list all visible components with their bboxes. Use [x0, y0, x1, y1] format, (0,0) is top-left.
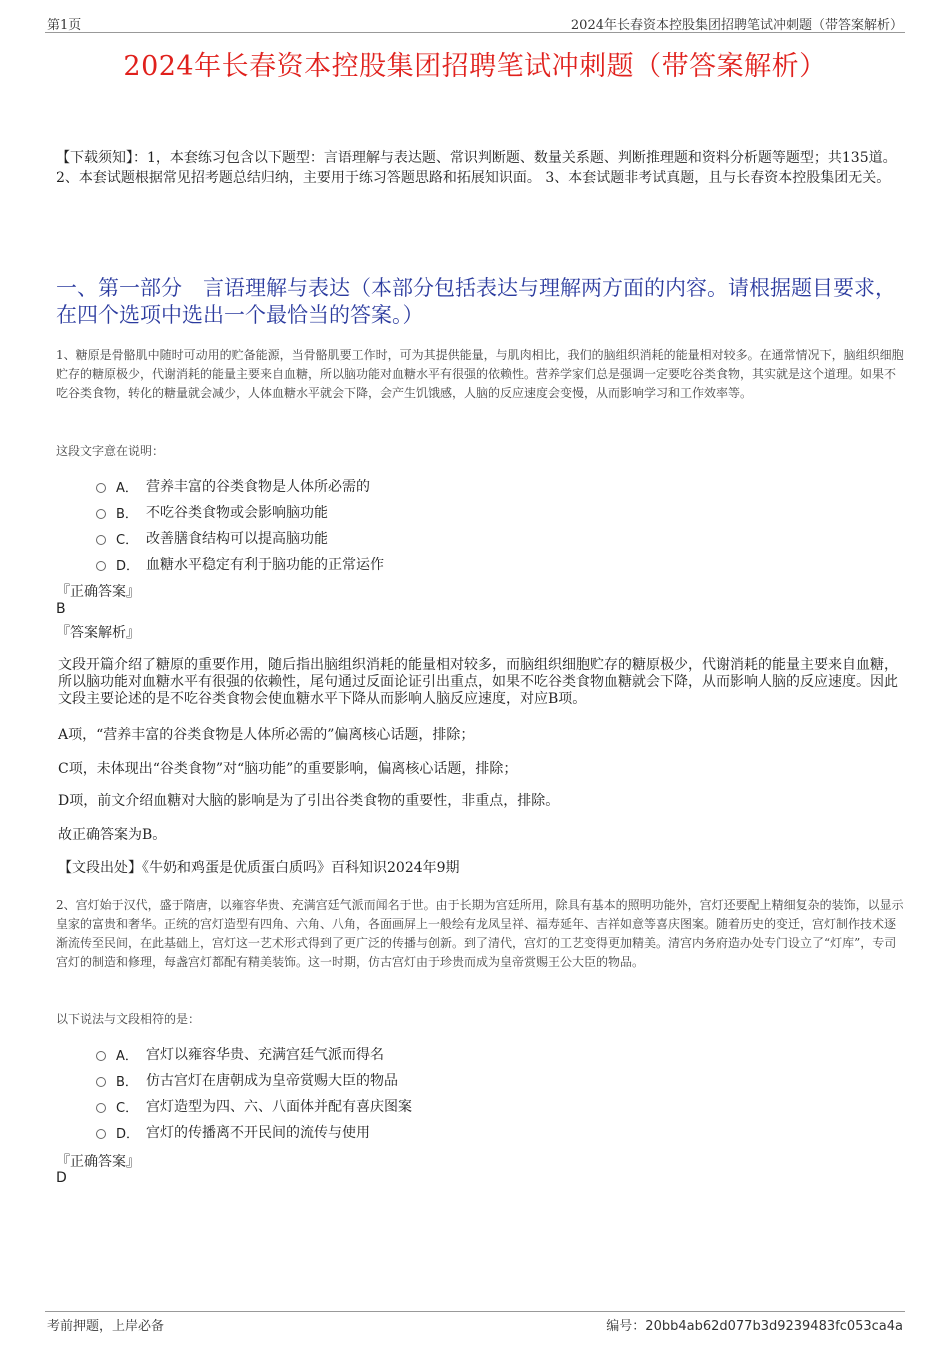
question-2-option-d[interactable]: D． 宫灯的传播离不开民间的流传与使用: [96, 1119, 876, 1145]
page-number: 第1页: [47, 18, 82, 33]
question-1-option-d[interactable]: D． 血糖水平稳定有利于脑功能的正常运作: [96, 551, 876, 577]
section-heading: 一、第一部分 言语理解与表达（本部分包括表达与理解两方面的内容。请根据题目要求，在四个选项中选出一个最恰当的答案。）: [56, 276, 896, 327]
footer-slogan: 考前押题，上岸必备: [47, 1319, 165, 1334]
header-doc-title: 2024年长春资本控股集团招聘笔试冲刺题（带答案解析）: [570, 18, 903, 33]
question-1-analysis-p4: D项，前文介绍血糖对大脑的影响是为了引出谷类食物的重要性，非重点，排除。: [58, 793, 560, 809]
question-1-option-a[interactable]: A． 营养丰富的谷类食物是人体所必需的: [96, 473, 876, 499]
question-1-source: 【文段出处】《牛奶和鸡蛋是优质蛋白质吗》百科知识2024年9期: [58, 860, 460, 876]
radio-icon[interactable]: [96, 1129, 106, 1139]
question-2-answer: D: [56, 1170, 67, 1186]
question-2-option-a[interactable]: A． 宫灯以雍容华贵、充满宫廷气派而得名: [96, 1041, 876, 1067]
question-1-option-c[interactable]: C． 改善膳食结构可以提高脑功能: [96, 525, 876, 551]
radio-icon[interactable]: [96, 535, 106, 545]
radio-icon[interactable]: [96, 1051, 106, 1061]
radio-icon[interactable]: [96, 561, 106, 571]
radio-icon[interactable]: [96, 1077, 106, 1087]
radio-icon[interactable]: [96, 509, 106, 519]
radio-icon[interactable]: [96, 1103, 106, 1113]
question-1-options: [96, 473, 876, 577]
download-notice: 【下载须知】：1，本套练习包含以下题型：言语理解与表达题、常识判断题、数量关系题、判断推理题和资料分析题等题型；共135道。 2、本套试题根据常见招考题总结归纳，主要用于练习答题思路和拓展知识面。 3、本套试题非考试真题，且与长春资本控股集团无关。: [56, 150, 897, 186]
radio-icon[interactable]: [96, 483, 106, 493]
question-1-prompt: 这段文字意在说明：: [56, 444, 165, 458]
footer-code: 20bb4ab62d077b3d9239483fc053ca4a: [645, 1319, 903, 1334]
question-1-analysis-label: 『答案解析』: [56, 625, 140, 641]
question-2-options: [96, 1041, 876, 1145]
document-title: 2024年长春资本控股集团招聘笔试冲刺题（带答案解析）: [123, 51, 827, 82]
question-1-analysis-p2: A项，“营养丰富的谷类食物是人体所必需的”偏离核心话题，排除；: [58, 727, 475, 743]
footer-code-label: 编号：: [606, 1319, 646, 1334]
question-1-answer: B: [56, 601, 66, 617]
question-1-analysis-p1: 文段开篇介绍了糖原的重要作用，随后指出脑组织消耗的能量相对较多，而脑组织细胞贮存的糖原极少，代谢消耗的能量主要来自血糖，所以脑功能对血糖水平有很强的依赖性，尾句通过反面论证引出重点，如果不吃谷类食物血糖就会下降，从而影响人脑的反应速度。因此文段主要论述的是不吃谷类食物会使血糖水平下降从而影响人脑反应速度，对应B项。: [58, 657, 898, 707]
page-header: [45, 12, 905, 33]
page-footer: [45, 1311, 905, 1334]
question-2-option-c[interactable]: C． 宫灯造型为四、六、八面体并配有喜庆图案: [96, 1093, 876, 1119]
question-1-analysis-p3: C项，未体现出“谷类食物”对“脑功能”的重要影响，偏离核心话题，排除；: [58, 761, 518, 777]
question-2-text: 2、宫灯始于汉代，盛于隋唐，以雍容华贵、充满宫廷气派而闻名于世。由于长期为宫廷所用，除具有基本的照明功能外，宫灯还要配上精细复杂的装饰，以显示皇家的富贵和奢华。正统的宫灯造型有四角、六角、八角，各面画屏上一般绘有龙凤呈祥、福寿延年、吉祥如意等喜庆图案。随着历史的变迁，宫灯制作技术逐渐流传至民间，在此基础上，宫灯这一艺术形式得到了更广泛的传播与创新。到了清代，宫灯的工艺变得更加精美。清宫内务府造办处专门设立了“灯库”，专司宫灯的制造和修理，每盏宫灯都配有精美装饰。这一时期，仿古宫灯由于珍贵而成为皇帝赏赐王公大臣的物品。: [56, 898, 904, 969]
footer-code-block: [606, 1315, 903, 1334]
question-2-answer-label: 『正确答案』: [56, 1154, 140, 1170]
question-1-analysis-p5: 故正确答案为B。: [58, 827, 167, 843]
question-2-option-b[interactable]: B． 仿古宫灯在唐朝成为皇帝赏赐大臣的物品: [96, 1067, 876, 1093]
question-1-option-b[interactable]: B． 不吃谷类食物或会影响脑功能: [96, 499, 876, 525]
question-1-answer-label: 『正确答案』: [56, 584, 140, 600]
question-1-text: 1、糖原是骨骼肌中随时可动用的贮备能源，当骨骼肌要工作时，可为其提供能量，与肌肉相比，我们的脑组织消耗的能量相对较多。在通常情况下，脑组织细胞贮存的糖原极少，代谢消耗的能量主要来自血糖，所以脑功能对血糖水平有很强的依赖性。营养学家们总是强调一定要吃谷类食物，其实就是这个道理。如果不吃谷类食物，转化的糖量就会减少，人体血糖水平就会下降，会产生饥饿感，人脑的反应速度会变慢，从而影响学习和工作效率等。: [56, 348, 904, 400]
question-2-prompt: 以下说法与文段相符的是：: [56, 1012, 201, 1026]
